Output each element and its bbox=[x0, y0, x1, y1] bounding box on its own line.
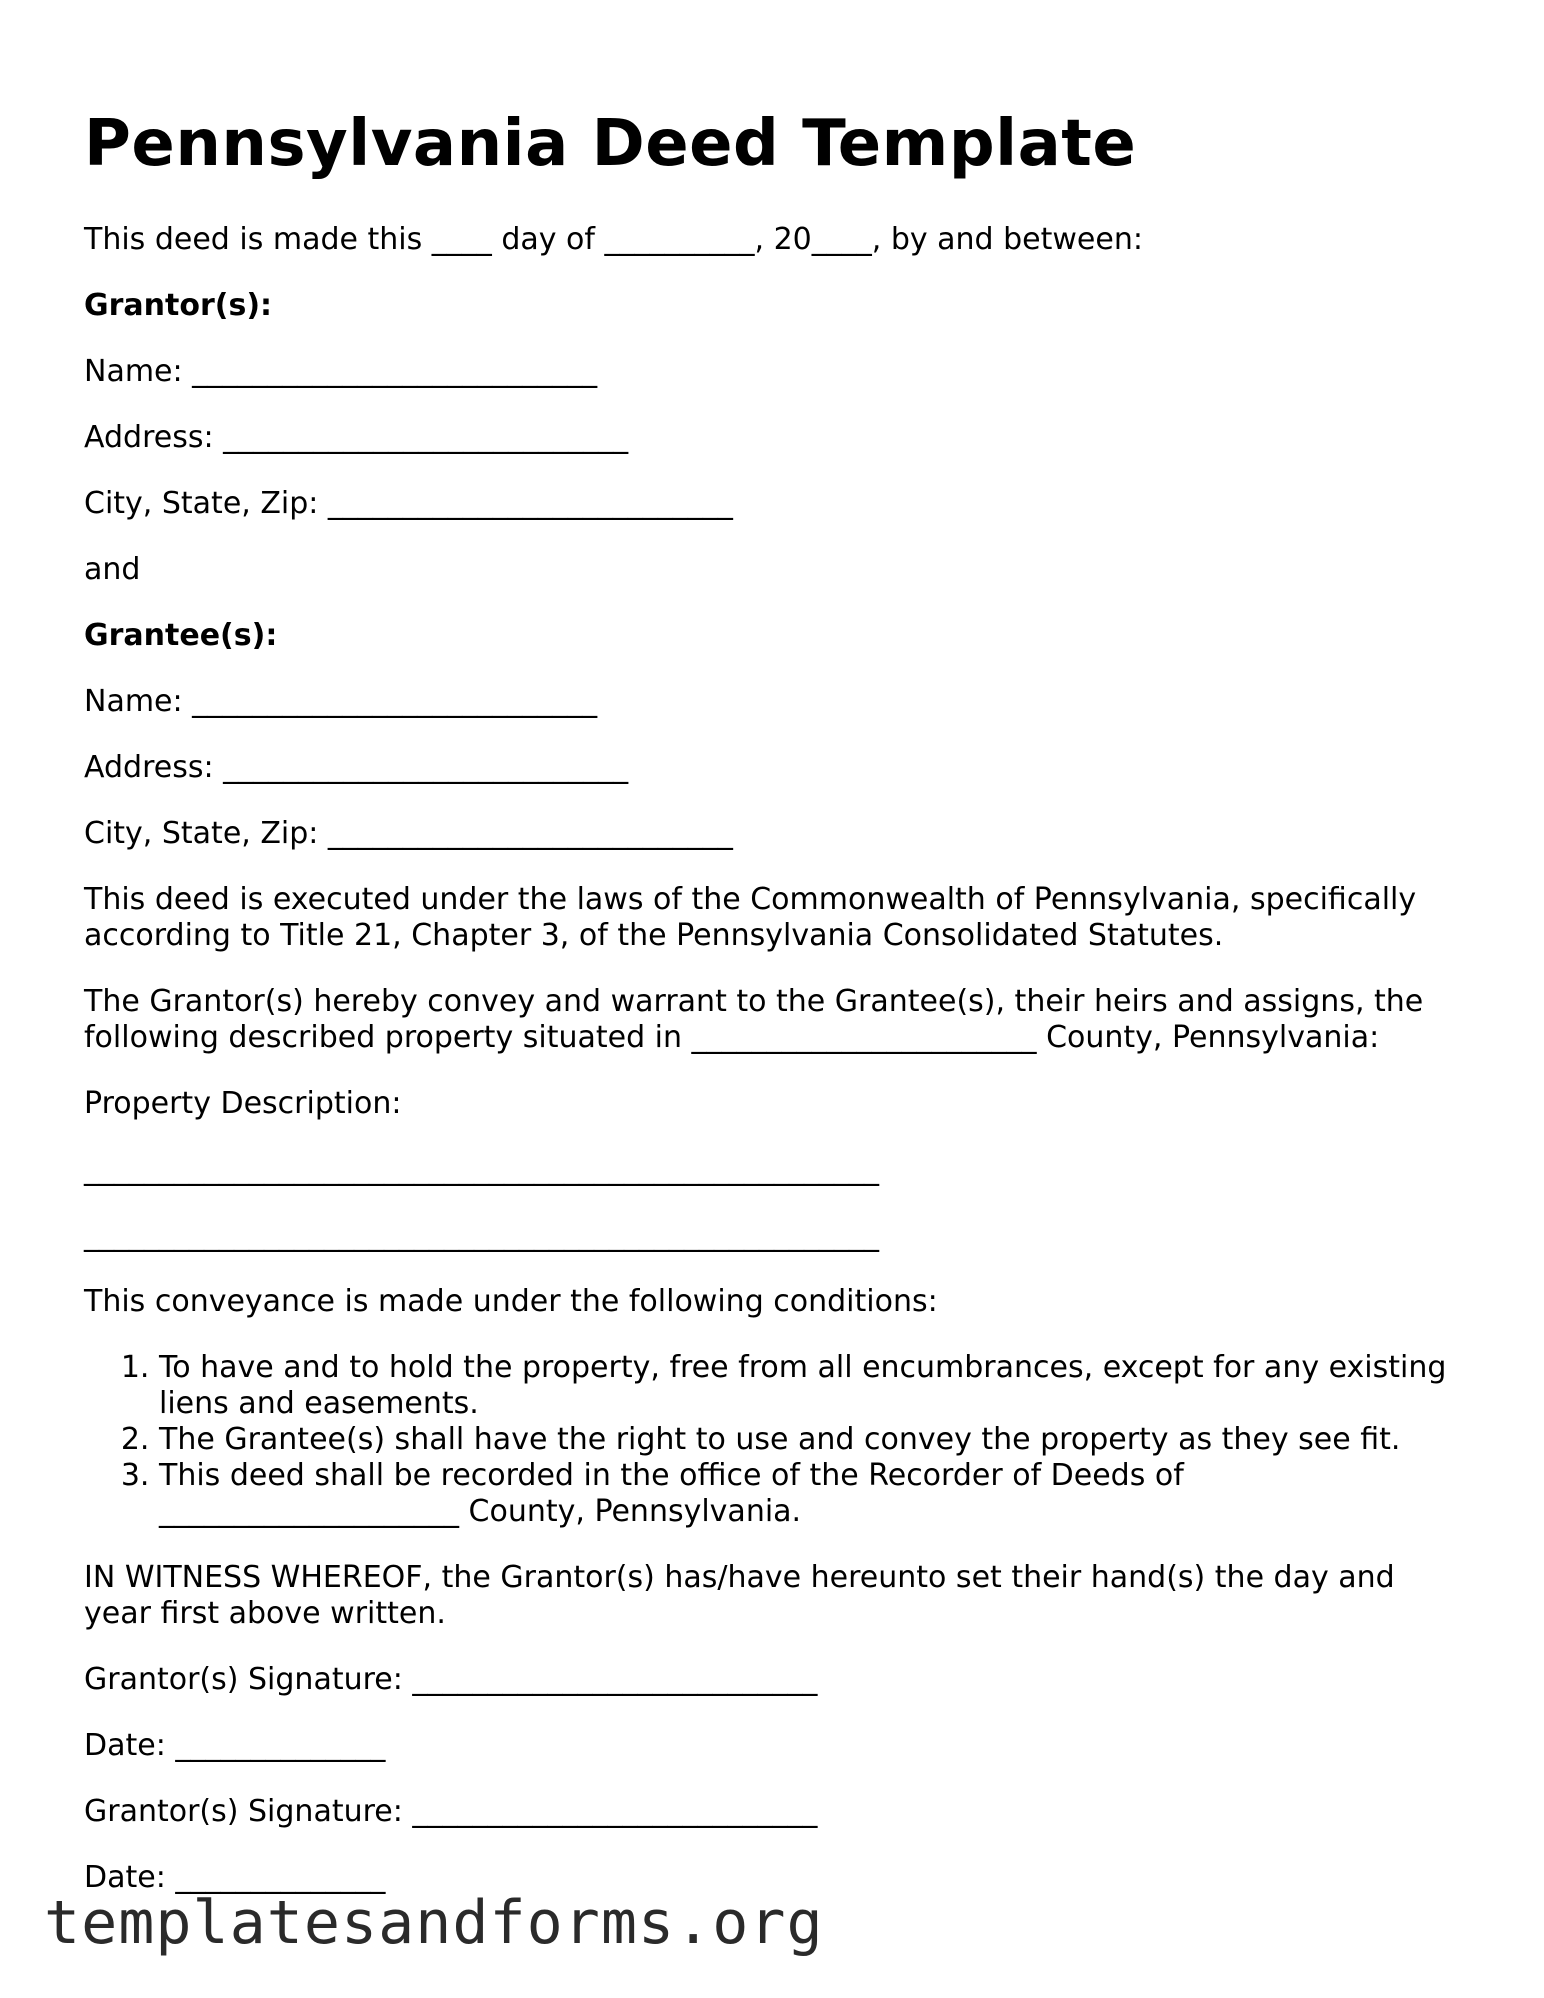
grantor-signature-line-1: Grantor(s) Signature: ___________________________ bbox=[84, 1662, 818, 1697]
intro-paragraph: This deed is made this ____ day of __________, 20____, by and between: bbox=[84, 222, 1143, 257]
page-title: Pennsylvania Deed Template bbox=[84, 107, 1137, 181]
grantee-heading: Grantee(s): bbox=[84, 618, 278, 653]
grantor-heading: Grantor(s): bbox=[84, 288, 273, 323]
grantee-address-field: Address: ___________________________ bbox=[84, 750, 629, 785]
conditions-list bbox=[84, 1350, 1464, 1530]
grantee-name-field: Name: ___________________________ bbox=[84, 684, 598, 719]
site-watermark: templatesandforms.org bbox=[44, 1888, 824, 1958]
conditions-intro: This conveyance is made under the following conditions: bbox=[84, 1284, 938, 1319]
property-description-label: Property Description: bbox=[84, 1086, 402, 1121]
grantor-address-field: Address: ___________________________ bbox=[84, 420, 629, 455]
grantor-signature-line-2: Grantor(s) Signature: ___________________________ bbox=[84, 1794, 818, 1829]
grantor-name-field: Name: ___________________________ bbox=[84, 354, 598, 389]
and-text: and bbox=[84, 552, 141, 587]
condition-item: 2. The Grantee(s) shall have the right to use and convey the property as they see fit. bbox=[159, 1422, 1464, 1458]
grantee-city-state-zip-field: City, State, Zip: ___________________________ bbox=[84, 816, 733, 851]
property-description-line-2: _____________________________________________________ bbox=[84, 1218, 879, 1253]
date-line-2: Date: ______________ bbox=[84, 1860, 386, 1895]
witness-paragraph: IN WITNESS WHEREOF, the Grantor(s) has/have hereunto set their hand(s) the day and year first above written. bbox=[84, 1560, 1395, 1631]
property-description-line-1: _____________________________________________________ bbox=[84, 1152, 879, 1187]
convey-paragraph: The Grantor(s) hereby convey and warrant to the Grantee(s), their heirs and assigns, the following described property situated in _______________________ County, Pennsylvania: bbox=[84, 984, 1424, 1055]
laws-paragraph: This deed is executed under the laws of the Commonwealth of Pennsylvania, specifically according to Title 21, Chapter 3, of the Pennsylvania Consolidated Statutes. bbox=[84, 882, 1417, 953]
deed-document bbox=[84, 100, 1464, 1926]
date-line-1: Date: ______________ bbox=[84, 1728, 386, 1763]
grantor-city-state-zip-field: City, State, Zip: ___________________________ bbox=[84, 486, 733, 521]
condition-item: 3. This deed shall be recorded in the office of the Recorder of Deeds of ____________________ County, Pennsylvania. bbox=[159, 1458, 1464, 1530]
condition-item: 1. To have and to hold the property, free from all encumbrances, except for any existing liens and easements. bbox=[159, 1350, 1464, 1422]
